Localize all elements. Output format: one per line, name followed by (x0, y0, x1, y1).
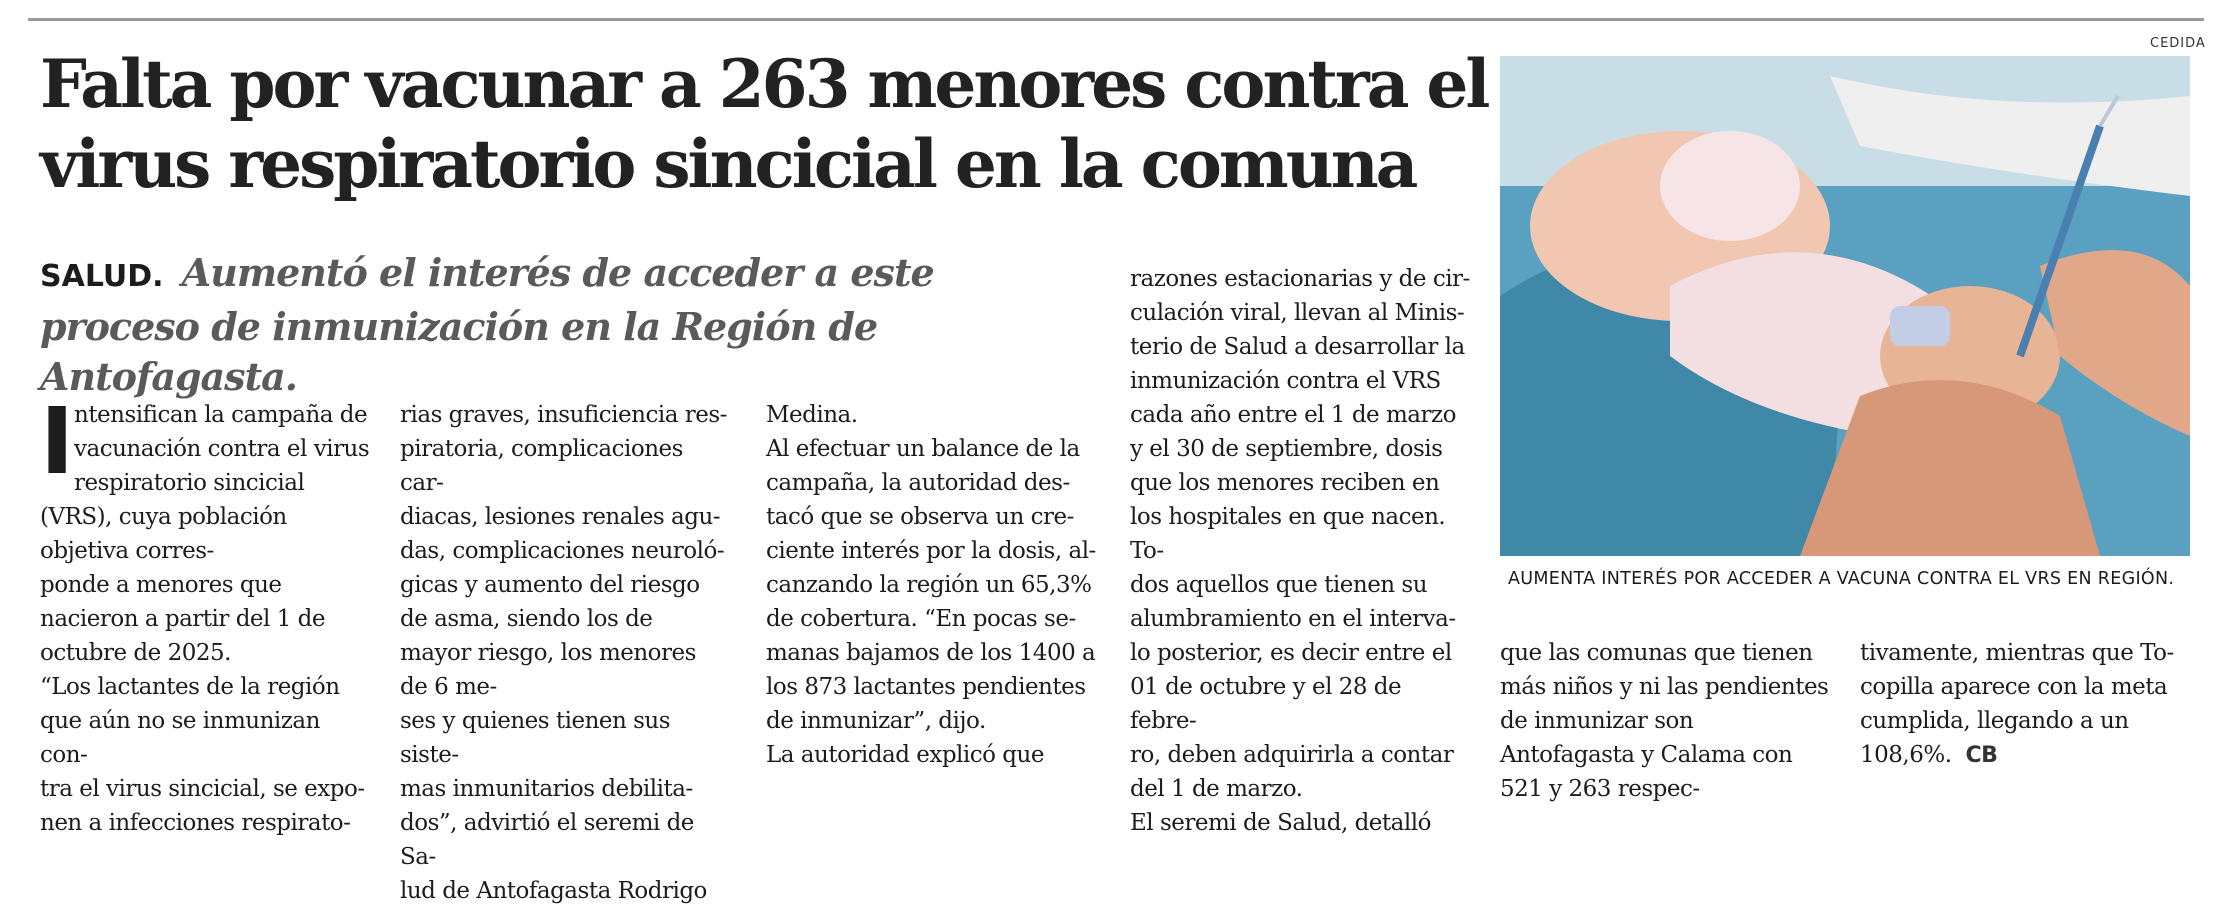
end-mark: CB (1965, 743, 1998, 768)
column-5-text: que las comunas que tienen más niños y ni las pendientes de inmunizar son Antofagasta y Calama con 521 y 263 respec- (1500, 640, 1829, 802)
photo-caption: AUMENTA INTERÉS POR ACCEDER A VACUNA CONTRA EL VRS EN REGIÓN. (1508, 569, 2175, 589)
subhead-text: Aumentó el interés de acceder a este proceso de inmunización en la Región de Antofagasta. (40, 250, 934, 399)
photo-credit: CEDIDA (2150, 36, 2206, 51)
photo-illustration (1500, 56, 2190, 556)
column-1-text: ntensifican la campaña de vacunación contra el virus respiratorio sincicial (VRS), cuya población objetiva corres- ponde a menores que nacieron a partir del 1 de octubre de 2025. “Los lactantes de la región que aún no se inmunizan con- tra el virus sincicial, se expo- nen a infecciones respirato- (40, 402, 370, 836)
column-6-text (1860, 636, 2190, 773)
column-1 (40, 388, 370, 840)
top-rule (28, 18, 2204, 21)
headline: Falta por vacunar a 263 menores contra el virus respiratorio sincicial en la comuna (40, 45, 1488, 203)
column-4-text: razones estacionarias y de cir- culación viral, llevan al Minis- terio de Salud a desarrollar la inmunización contra el VRS cada año entre el 1 de marzo y el 30 de septiembre, dosis que los menores reciben en los hospitales en que nacen. To- dos aquellos que tienen su alumbramiento en el interva- lo posterior, es decir entre el 01 de octubre y el 28 de febre- ro, deben adquirirla a contar del 1 de marzo. El seremi de Salud, detalló (1130, 266, 1470, 836)
column-5 (1500, 636, 1830, 806)
column-6 (1860, 636, 2190, 773)
article-photo (1500, 56, 2190, 556)
column-2 (400, 398, 730, 908)
subhead (40, 248, 1100, 402)
column-6-body: tivamente, mientras que To- copilla aparece con la meta cumplida, llegando a un 108,6%. (1860, 640, 2174, 768)
column-4 (1130, 262, 1470, 840)
column-3 (766, 398, 1096, 772)
column-2-text: rias graves, insuficiencia res- piratoria, complicaciones car- diacas, lesiones renales agu- das, complicaciones neuroló- gicas y aumento del riesgo de asma, siendo los de mayor riesgo, los menores de 6 me- ses y quienes tienen sus siste- mas inmunitarios debilita- dos”, advirtió el seremi de Sa- lud de Antofagasta Rodrigo (400, 402, 727, 904)
dropcap: I (40, 388, 74, 495)
section-kicker: SALUD. (40, 259, 164, 294)
column-3-text: Medina. Al efectuar un balance de la campaña, la autoridad des- tacó que se observa un cre- ciente interés por la dosis, al- canzando la región un 65,3% de cobertura. “En pocas se- manas bajamos de los 1400 a los 873 lactantes pendientes de inmunizar”, dijo. La autoridad explicó que (766, 402, 1096, 768)
